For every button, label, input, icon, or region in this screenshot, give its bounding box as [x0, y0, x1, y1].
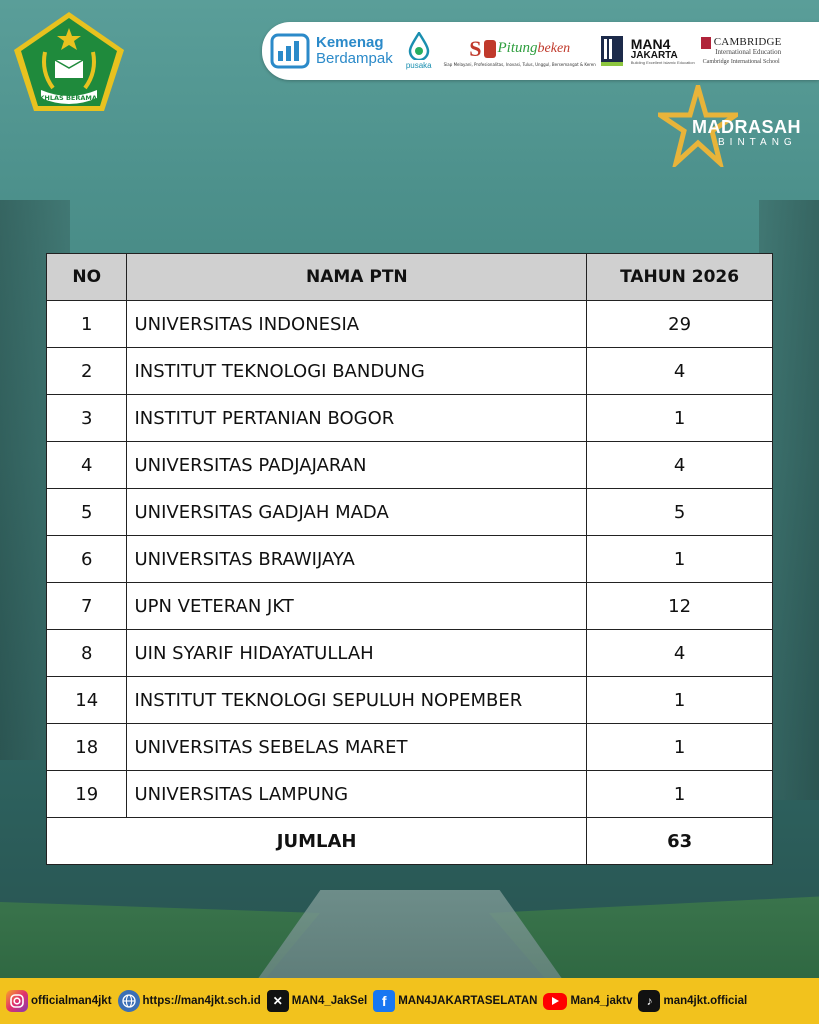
- row-count: 1: [587, 536, 773, 583]
- row-count: 4: [587, 630, 773, 677]
- row-count: 12: [587, 583, 773, 630]
- row-count: 1: [587, 771, 773, 818]
- row-no: 6: [47, 536, 127, 583]
- partner-logos-banner: [262, 22, 819, 80]
- row-no: 2: [47, 348, 127, 395]
- pusaka-text: pusaka: [405, 61, 432, 70]
- row-no: 18: [47, 724, 127, 771]
- madrasah-bintang-logo: [658, 85, 818, 167]
- x-handle: MAN4_JakSel: [291, 995, 368, 1007]
- emblem-label: IKHLAS BERAMAL: [36, 94, 102, 102]
- facebook-handle: MAN4JAKARTASELATAN: [398, 995, 538, 1007]
- row-no: 19: [47, 771, 127, 818]
- row-no: 5: [47, 489, 127, 536]
- row-university-name: UPN VETERAN JKT: [127, 583, 587, 630]
- header-tahun-2026: TAHUN 2026: [587, 254, 773, 301]
- table-row: [47, 583, 773, 630]
- row-count: 1: [587, 395, 773, 442]
- table-row: [47, 677, 773, 724]
- cambridge-shield-icon: [701, 37, 711, 49]
- row-count: 29: [587, 301, 773, 348]
- man4-jakarta-logo: [599, 22, 695, 80]
- table-row: [47, 489, 773, 536]
- youtube-icon: [543, 993, 567, 1010]
- table-total-row: [47, 818, 773, 865]
- man4-text: MAN4: [630, 36, 671, 52]
- instagram-link[interactable]: [6, 990, 112, 1012]
- header-nama-ptn: NAMA PTN: [127, 254, 587, 301]
- table-row: [47, 724, 773, 771]
- jakarta-text: JAKARTA: [630, 50, 678, 61]
- row-university-name: INSTITUT PERTANIAN BOGOR: [127, 395, 587, 442]
- bintang-text: BINTANG: [718, 137, 797, 148]
- table-row: [47, 348, 773, 395]
- table-row: [47, 395, 773, 442]
- ptn-admissions-table: [46, 253, 773, 865]
- row-no: 7: [47, 583, 127, 630]
- pusaka-drop-icon: [408, 32, 430, 60]
- pitung-tagline: Siap Melayani, Profesionalitas, Inovasi, Tulus, Unggul, Bersemangat & Keren: [443, 61, 596, 67]
- table-row: [47, 630, 773, 677]
- table-row: [47, 771, 773, 818]
- total-label: JUMLAH: [47, 818, 587, 865]
- kemenag-text: Kemenag: [316, 34, 384, 52]
- x-link[interactable]: [267, 990, 367, 1012]
- kemenag-berdampak-logo: [262, 22, 393, 80]
- table-row: [47, 301, 773, 348]
- social-media-footer: [0, 978, 819, 1024]
- table-header-row: [47, 254, 773, 301]
- row-university-name: UNIVERSITAS SEBELAS MARET: [127, 724, 587, 771]
- row-count: 4: [587, 442, 773, 489]
- background-path: [250, 890, 570, 990]
- berdampak-text: Berdampak: [316, 50, 393, 67]
- row-count: 1: [587, 724, 773, 771]
- instagram-handle: officialman4jkt: [31, 995, 112, 1007]
- pitung-figure-icon: [484, 40, 496, 58]
- instagram-icon: [6, 990, 28, 1012]
- madrasah-text: MADRASAH: [692, 117, 801, 137]
- man4-tagline: Building Excellent Islamic Education: [630, 60, 695, 65]
- beken-word: beken: [537, 40, 571, 56]
- sipitung-beken-logo: [445, 22, 595, 80]
- pusaka-logo: [401, 22, 437, 80]
- website-link[interactable]: [118, 990, 261, 1012]
- row-university-name: UNIVERSITAS GADJAH MADA: [127, 489, 587, 536]
- row-university-name: UNIVERSITAS LAMPUNG: [127, 771, 587, 818]
- facebook-icon: f: [373, 990, 395, 1012]
- header-no: NO: [47, 254, 127, 301]
- row-count: 4: [587, 348, 773, 395]
- row-university-name: INSTITUT TEKNOLOGI SEPULUH NOPEMBER: [127, 677, 587, 724]
- cambridge-school-text: Cambridge International School: [702, 59, 780, 66]
- cambridge-logo: [701, 22, 782, 80]
- pitung-word: Pitung: [497, 40, 538, 56]
- cambridge-text: CAMBRIDGE: [713, 35, 782, 48]
- globe-icon: [118, 990, 140, 1012]
- tiktok-handle: man4jkt.official: [663, 995, 748, 1007]
- youtube-link[interactable]: [543, 993, 632, 1010]
- row-count: 1: [587, 677, 773, 724]
- row-university-name: UNIVERSITAS PADJAJARAN: [127, 442, 587, 489]
- pitung-s-letter: S: [469, 35, 482, 61]
- kemenag-berdampak-icon: [270, 31, 310, 71]
- row-university-name: UNIVERSITAS INDONESIA: [127, 301, 587, 348]
- cambridge-subtitle: International Education: [715, 47, 782, 56]
- row-no: 14: [47, 677, 127, 724]
- tiktok-link[interactable]: [638, 990, 747, 1012]
- facebook-link[interactable]: [373, 990, 537, 1012]
- row-no: 3: [47, 395, 127, 442]
- x-icon: ✕: [267, 990, 289, 1012]
- youtube-handle: Man4_jaktv: [570, 995, 633, 1007]
- website-url: https://man4jkt.sch.id: [142, 995, 261, 1007]
- row-university-name: UIN SYARIF HIDAYATULLAH: [127, 630, 587, 677]
- table-row: [47, 442, 773, 489]
- total-value: 63: [587, 818, 773, 865]
- row-no: 1: [47, 301, 127, 348]
- row-count: 5: [587, 489, 773, 536]
- tiktok-icon: ♪: [638, 990, 660, 1012]
- kemenag-emblem-logo: [11, 10, 127, 114]
- row-no: 4: [47, 442, 127, 489]
- row-university-name: UNIVERSITAS BRAWIJAYA: [127, 536, 587, 583]
- row-university-name: INSTITUT TEKNOLOGI BANDUNG: [127, 348, 587, 395]
- table-row: [47, 536, 773, 583]
- row-no: 8: [47, 630, 127, 677]
- man4-book-icon: [599, 34, 625, 68]
